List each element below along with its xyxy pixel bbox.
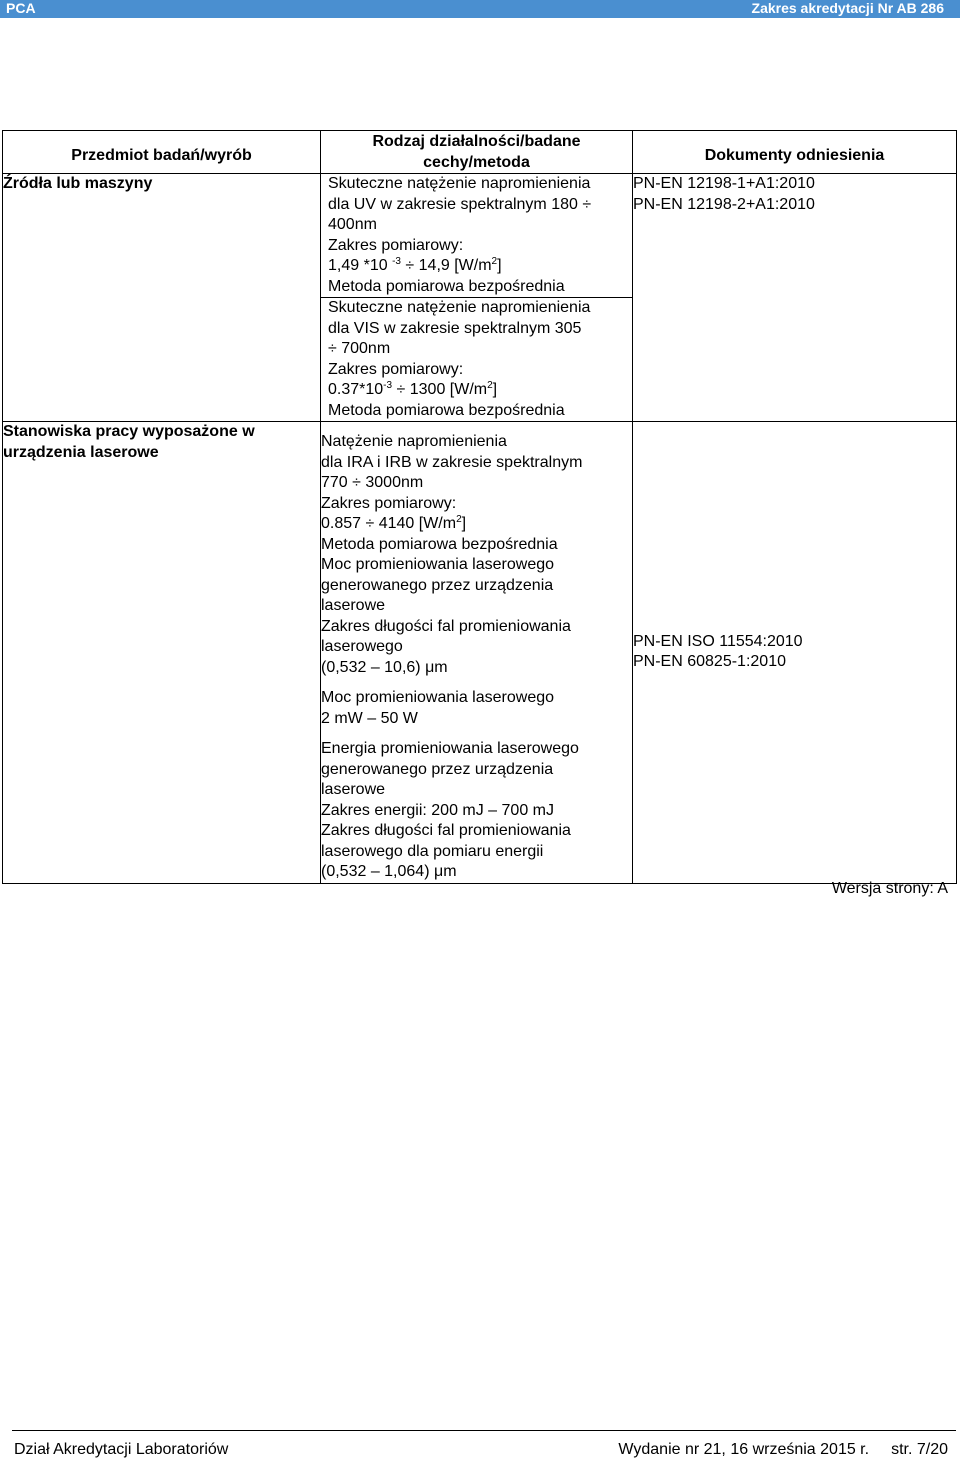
laser-energy-line6: laserowego dla pomiaru energii	[321, 842, 544, 860]
uv-range-mid: ÷ 14,9 [W/m	[400, 257, 492, 274]
document-ref: PN-EN 60825-1:2010	[633, 653, 786, 671]
table-row	[3, 174, 957, 422]
uv-line1: Skuteczne natężenie napromienienia	[328, 175, 591, 192]
spacer	[321, 678, 632, 688]
uv-block	[321, 174, 632, 298]
footer-divider	[12, 1430, 956, 1431]
laser-power-wavelength: (0,532 – 10,6) μm	[321, 658, 448, 676]
page-header-bar	[0, 0, 960, 18]
header-activity-line2: cechy/metoda	[423, 153, 530, 171]
ira-range-unit-exp: 2	[456, 514, 462, 525]
laser-power-range-value: 2 mW – 50 W	[321, 709, 418, 727]
vis-range-exp: -3	[383, 380, 393, 391]
vis-line3: ÷ 700nm	[328, 340, 391, 357]
vis-range-post: ]	[492, 381, 498, 398]
ira-block	[321, 432, 632, 555]
activity-cell-laser	[321, 422, 633, 884]
laser-energy-range: Zakres energii: 200 mJ – 700 mJ	[321, 801, 554, 819]
header-documents	[633, 131, 957, 174]
uv-line3: 400nm	[328, 216, 377, 233]
laser-energy-line1: Energia promieniowania laserowego	[321, 740, 579, 757]
ira-line1: Natężenie napromienienia	[321, 433, 507, 450]
accreditation-scope-table	[2, 130, 957, 884]
laser-power-line2: generowanego przez urządzenia	[321, 576, 554, 594]
laser-power-line5: laserowego	[321, 638, 403, 655]
ira-line2: dla IRA i IRB w zakresie spektralnym	[321, 453, 583, 471]
laser-power-line1: Moc promieniowania laserowego	[321, 556, 555, 573]
ira-method: Metoda pomiarowa bezpośrednia	[321, 535, 558, 553]
table-row	[3, 422, 957, 884]
uv-method: Metoda pomiarowa bezpośrednia	[328, 277, 565, 295]
subject-sources	[3, 174, 321, 422]
uv-range	[328, 256, 628, 277]
document-ref: PN-EN ISO 11554:2010	[633, 632, 803, 650]
footer-edition-page	[618, 1441, 948, 1459]
subject-laser-workstations	[3, 422, 321, 884]
ira-range-pre: 0.857 ÷ 4140 [W/m	[321, 515, 457, 532]
spacer	[321, 729, 632, 739]
activity-cell-sources	[321, 174, 633, 422]
ira-line3: 770 ÷ 3000nm	[321, 474, 424, 491]
table-header-row	[3, 131, 957, 174]
vis-line2: dla VIS w zakresie spektralnym 305	[328, 319, 582, 337]
subject-laser-line1: Stanowiska pracy wyposażone w	[3, 423, 255, 440]
vis-block	[321, 298, 632, 421]
header-subject	[3, 131, 321, 174]
footer-department: Dział Akredytacji Laboratoriów	[14, 1441, 229, 1458]
laser-energy-block	[321, 739, 632, 883]
document-ref: PN-EN 12198-2+A1:2010	[633, 195, 815, 213]
subject-sources-label: Źródła lub maszyny	[3, 175, 153, 192]
uv-range-post: ]	[497, 257, 502, 274]
vis-range	[328, 380, 628, 401]
vis-range-unit-exp: 2	[487, 380, 493, 391]
laser-energy-line2: generowanego przez urządzenia	[321, 760, 554, 778]
header-activity	[321, 131, 633, 174]
footer-edition: Wydanie nr 21, 16 września 2015 r.	[618, 1441, 870, 1458]
laser-energy-wavelength: (0,532 – 1,064) μm	[321, 863, 457, 880]
documents-laser	[633, 422, 957, 884]
laser-power-range-line1: Moc promieniowania laserowego	[321, 689, 555, 706]
ira-range-post: ]	[461, 515, 467, 532]
ira-range	[321, 514, 632, 535]
header-documents-label: Dokumenty odniesienia	[704, 146, 885, 164]
document-ref: PN-EN 12198-1+A1:2010	[633, 175, 815, 192]
page-version: Wersja strony: A	[831, 880, 948, 897]
header-org: PCA	[6, 0, 36, 16]
laser-power-line4: Zakres długości fal promieniowania	[321, 617, 571, 635]
vis-line1: Skuteczne natężenie napromienienia	[328, 299, 591, 316]
vis-range-pre: 0.37*10	[328, 381, 384, 398]
uv-line2: dla UV w zakresie spektralnym 180 ÷	[328, 195, 592, 213]
uv-range-pre: 1,49 *10	[328, 257, 393, 274]
footer-page-number: str. 7/20	[891, 1441, 948, 1458]
vis-range-mid: ÷ 1300 [W/m	[392, 381, 488, 398]
laser-energy-line5: Zakres długości fal promieniowania	[321, 822, 571, 839]
uv-range-unit-exp: 2	[491, 256, 498, 267]
laser-energy-line3: laserowe	[321, 781, 386, 798]
header-scope-number: Zakres akredytacji Nr AB 286	[751, 0, 944, 16]
header-activity-line1: Rodzaj działalności/badane	[372, 133, 581, 150]
subject-laser-line2: urządzenia laserowe	[3, 443, 159, 461]
header-subject-label: Przedmiot badań/wyrób	[71, 146, 252, 164]
laser-power-line3: laserowe	[321, 597, 386, 614]
documents-sources	[633, 174, 957, 422]
vis-line4: Zakres pomiarowy:	[328, 360, 464, 378]
uv-line4: Zakres pomiarowy:	[328, 236, 464, 254]
laser-power-range-block	[321, 688, 632, 729]
vis-method: Metoda pomiarowa bezpośrednia	[328, 401, 565, 419]
laser-power-block	[321, 555, 632, 678]
uv-range-exp: -3	[392, 256, 401, 267]
ira-line4: Zakres pomiarowy:	[321, 494, 457, 512]
